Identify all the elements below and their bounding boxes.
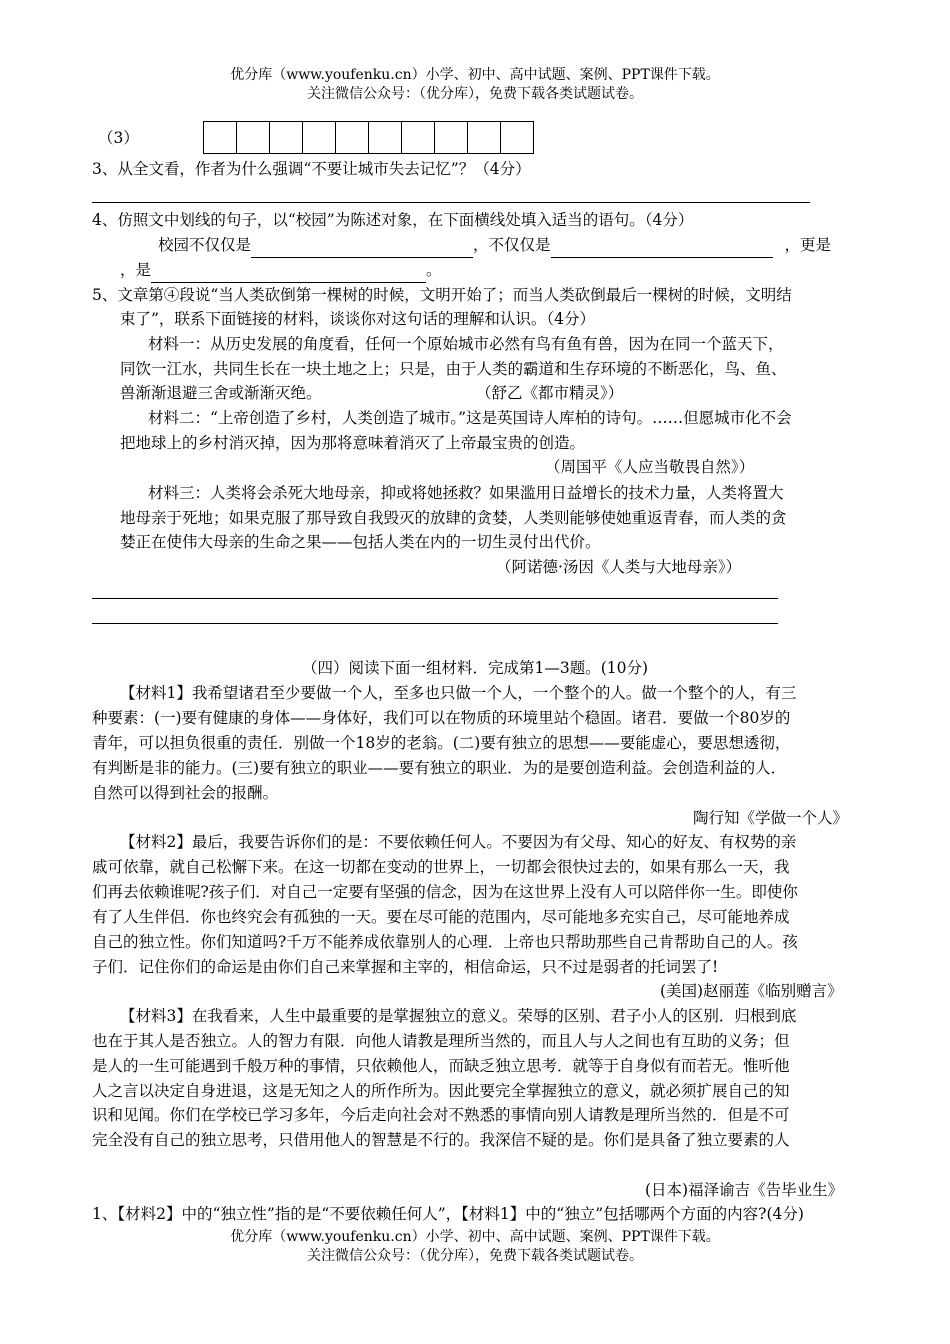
cailiao-3-line-2: 也在于其人是否独立。人的智力有限．向他人请教是理所当然的，而且人与人之间也有互助的义务；但 — [92, 1032, 790, 1050]
grid-cell[interactable] — [303, 122, 336, 153]
question-5-line-2: 束了”，联系下面链接的材料，谈谈你对这句话的理解和认识。（4分） — [120, 310, 596, 328]
grid-cell[interactable] — [336, 122, 369, 153]
fill-blank-3[interactable] — [151, 264, 426, 283]
material-three-source: （阿诺德·汤因《人类与大地母亲》） — [496, 558, 742, 576]
cailiao-3-line-5: 识和见闻。你们在学校已学习多年，今后走向社会对不熟悉的事情向别人请教是理所当然的．但是不可 — [92, 1106, 790, 1124]
question-5-line-1: 5、文章第④段说“当人类砍倒第一棵树的时候，文明开始了；而当人类砍倒最后一棵树的时候，文明结 — [92, 286, 792, 304]
answer-line[interactable] — [92, 623, 778, 624]
cailiao-2-line-5: 自己的独立性。你们知道吗?千万不能养成依靠别人的心理．上帝也只帮助那些自己肯帮助自己的人。孩 — [92, 933, 798, 951]
q3-sub-label: （3） — [98, 129, 139, 147]
cailiao-2-line-2: 戚可依靠，就自己松懈下来。在这一切都在变动的世界上，一切都会很快过去的，如果有那么一天，我 — [92, 858, 790, 876]
material-two-line-1: 材料二：“上帝创造了乡村，人类创造了城市。”这是英国诗人库柏的诗句。……但愿城市化不会 — [148, 409, 792, 427]
q4-fill-e: 。 — [426, 261, 442, 279]
cailiao-1-source: 陶行知《学做一个人》 — [693, 809, 849, 827]
cailiao-2-line-3: 们再去依赖谁呢?孩子们．对自己一定要有坚强的信念，因为在这世界上没有人可以陪伴你一生。即使你 — [92, 883, 798, 901]
question-3: 3、从全文看，作者为什么强调“不要让城市失去记忆”？（4分） — [92, 160, 531, 178]
answer-line[interactable] — [92, 598, 778, 599]
material-three-line-1: 材料三：人类将会杀死大地母亲，抑或将她拯救？如果滥用日益增长的技术力量，人类将置大 — [148, 484, 784, 502]
cailiao-3-line-3: 是人的一生可能遇到千般万种的事情，只依赖他人，而缺乏独立思考．就等于自身似有而若无。惟听他 — [92, 1057, 790, 1075]
grid-cell[interactable] — [369, 122, 402, 153]
grid-cell[interactable] — [204, 122, 237, 153]
cailiao-1-line-5: 自然可以得到社会的报酬。 — [92, 784, 279, 802]
q4-fill-c: ，更是 — [784, 236, 832, 254]
cailiao-3-source: (日本)福泽谕吉《告毕业生》 — [645, 1181, 844, 1199]
grid-cell[interactable] — [468, 122, 501, 153]
answer-grid[interactable] — [203, 121, 534, 154]
header-line-1: 优分库（www.youfenku.cn）小学、初中、高中试题、案例、PPT课件下载。 — [230, 67, 720, 83]
cailiao-1-line-2: 种要素：(一)要有健康的身体——身体好，我们可以在物质的环境里站个稳固。诸君．要做一个80岁的 — [92, 709, 791, 727]
footer-line-2: 关注微信公众号：（优分库），免费下载各类试题试卷。 — [307, 1248, 643, 1264]
grid-cell[interactable] — [270, 122, 303, 153]
material-three-line-3: 婪正在使伟大母亲的生命之果——包括人类在内的一切生灵付出代价。 — [120, 533, 601, 551]
material-one-line-2: 同饮一江水，共同生长在一块土地之上；只是，由于人类的霸道和生存环境的不断恶化，鸟、鱼、 — [120, 360, 787, 378]
q4-fill-a: 校园不仅仅是 — [158, 236, 252, 254]
section-4-title: （四）阅读下面一组材料．完成第1—3题。(10分) — [301, 659, 649, 677]
cailiao-3-line-6: 完全没有自己的独立思考，只借用他人的智慧是不行的。我深信不疑的是。你们是具备了独立要素的人 — [92, 1131, 790, 1149]
fill-blank-1[interactable] — [251, 239, 473, 258]
q4-fill-row-1 — [158, 233, 831, 258]
cailiao-1-line-4: 有判断是非的能力。(三)要有独立的职业——要有独立的职业．为的是要创造利益。会创造利益的人． — [92, 759, 787, 777]
cailiao-2-line-1: 【材料2】最后，我要告诉你们的是：不要依赖任何人。不要因为有父母、知心的好友、有权势的亲 — [120, 833, 797, 851]
q4-fill-row-2 — [120, 258, 442, 283]
cailiao-2-line-6: 子们．记住你们的命运是由你们自己来掌握和主宰的，相信命运，只不过是弱者的托词罢了! — [92, 958, 719, 976]
cailiao-1-line-1: 【材料1】我希望诸君至少要做一个人，至多也只做一个人，一个整个的人。做一个整个的人，有三 — [120, 684, 797, 702]
footer-line-1: 优分库（www.youfenku.cn）小学、初中、高中试题、案例、PPT课件下载。 — [230, 1229, 720, 1245]
question-4: 4、仿照文中划线的句子，以“校园”为陈述对象，在下面横线处填入适当的语句。（4分） — [92, 211, 694, 229]
cailiao-2-source: (美国)赵丽莲《临别赠言》 — [660, 982, 843, 1000]
material-one-line-1: 材料一：从历史发展的角度看，任何一个原始城市必然有鸟有鱼有兽，因为在同一个蓝天下， — [148, 335, 784, 353]
grid-cell[interactable] — [402, 122, 435, 153]
material-one-line-3: 兽渐渐退避三舍或渐渐灭绝。 — [120, 384, 322, 402]
question-final: 1、【材料2】中的“独立性”指的是“不要依赖任何人”，【材料1】中的“独立”包括哪两个方面的内容?(4分) — [92, 1205, 804, 1223]
answer-line[interactable] — [92, 202, 810, 203]
q4-fill-b: ，不仅仅是 — [473, 236, 551, 254]
fill-blank-2[interactable] — [551, 239, 773, 258]
cailiao-1-line-3: 青年，可以担负很重的责任．别做一个18岁的老翁。(二)要有独立的思想——要能虚心，要思想透彻， — [92, 734, 791, 752]
material-three-line-2: 地母亲于死地；如果克服了那导致自我毁灭的放肆的贪婪，人类则能够使她重返青春，而人类的贪 — [120, 509, 787, 527]
material-two-line-2: 把地球上的乡村消灭掉，因为那将意味着消灭了上帝最宝贵的创造。 — [120, 434, 586, 452]
cailiao-3-line-1: 【材料3】在我看来，人生中最重要的是掌握独立的意义。荣辱的区别、君子小人的区别．归根到底 — [120, 1007, 797, 1025]
grid-cell[interactable] — [501, 122, 534, 153]
cailiao-2-line-4: 有了人生伴侣．你也终究会有孤独的一天。要在尽可能的范围内，尽可能地多充实自己，尽可能地养成 — [92, 908, 790, 926]
cailiao-3-line-4: 人之言以决定自身进退，这是无知之人的所作所为。因此要完全掌握独立的意义，就必须扩展自己的知 — [92, 1082, 790, 1100]
material-one-source: （舒乙《都市精灵》） — [476, 384, 624, 402]
material-two-source: （周国平《人应当敬畏自然》） — [545, 458, 755, 476]
header-line-2: 关注微信公众号：（优分库），免费下载各类试题试卷。 — [307, 86, 643, 102]
q4-fill-d: ，是 — [120, 261, 152, 279]
grid-cell[interactable] — [237, 122, 270, 153]
grid-cell[interactable] — [435, 122, 468, 153]
